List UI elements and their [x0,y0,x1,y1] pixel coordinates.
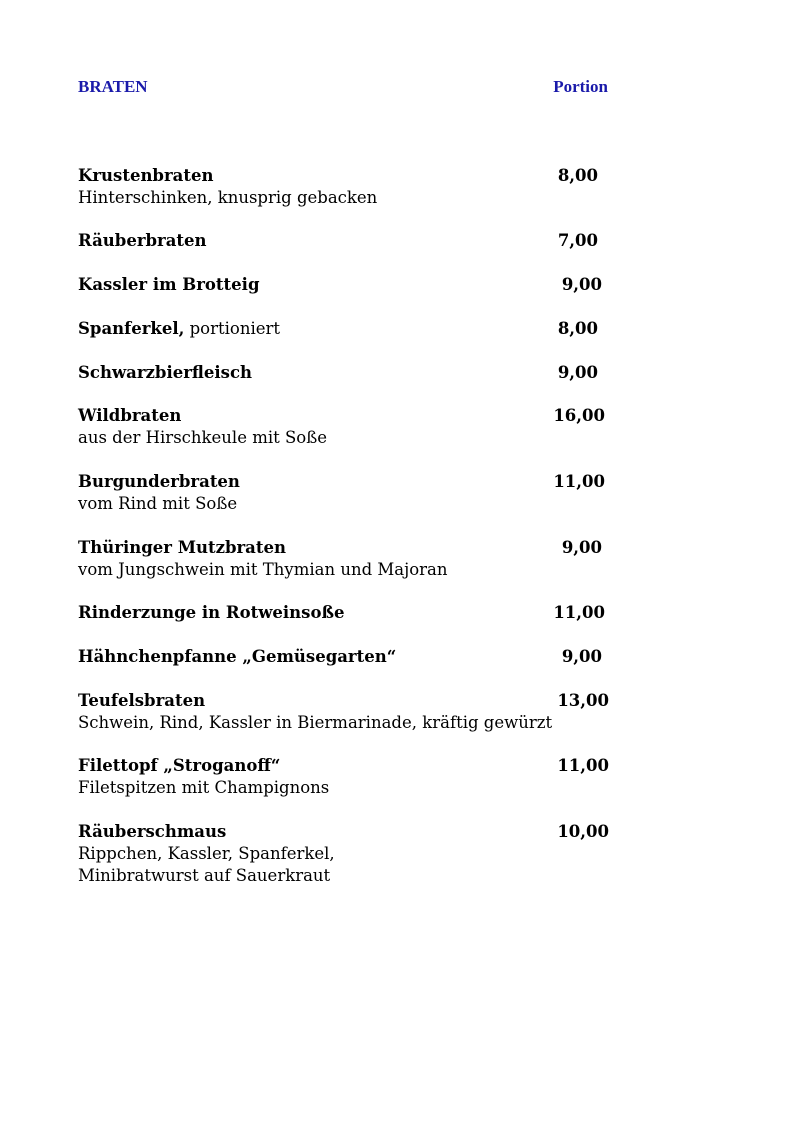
menu-item [78,274,618,296]
menu-item-price: 11,00 [557,756,609,775]
menu-item [78,537,618,581]
menu-item-name: Spanferkel, [78,319,185,338]
menu-item-name: Burgunderbraten [78,472,240,491]
menu-item-price: 9,00 [561,275,602,294]
menu-item-name-line [78,165,618,187]
menu-item-name-line [78,602,618,624]
menu-item-description: aus der Hirschkeule mit Soße [78,428,328,447]
menu-item-description: Hinterschinken, knusprig gebacken [78,188,378,207]
menu-item-name-line [78,274,618,296]
menu-item-name-line [78,362,618,384]
menu-item-name: Krustenbraten [78,166,214,185]
menu-item-price: 9,00 [561,647,602,666]
menu-item [78,646,618,668]
menu-item-description: Rippchen, Kassler, Spanferkel, [78,844,335,863]
menu-item-name: Thüringer Mutzbraten [78,538,286,557]
menu-item-name-line [78,471,618,493]
menu-item-name-line [78,318,618,340]
section-title: BRATEN [78,77,148,96]
menu-item-name-line [78,537,618,559]
menu-item-price: 16,00 [553,406,605,425]
menu-item-price: 9,00 [561,538,602,557]
menu-item [78,821,618,887]
menu-header [78,77,608,99]
menu-item-description: vom Rind mit Soße [78,494,238,513]
menu-item [78,405,618,449]
menu-item [78,690,618,734]
menu-item [78,602,618,624]
menu-item-price: 9,00 [557,363,598,382]
menu-item-description: Schwein, Rind, Kassler in Biermarinade, kräftig gewürzt [78,713,553,732]
menu-item-name: Teufelsbraten [78,691,206,710]
menu-item [78,230,618,252]
menu-item-name-line [78,230,618,252]
menu-item-name: Kassler im Brotteig [78,275,260,294]
menu-item [78,755,618,799]
menu-item-description: Minibratwurst auf Sauerkraut [78,866,331,885]
menu-item [78,318,618,340]
menu-item-name-line [78,405,618,427]
menu-item [78,471,618,515]
portion-column-label: Portion [553,77,608,96]
menu-item-description: vom Jungschwein mit Thymian und Majoran [78,560,448,579]
menu-item-name: Räuberbraten [78,231,207,250]
menu-item-name: Wildbraten [78,406,182,425]
menu-item [78,362,618,384]
menu-item-name: Rinderzunge in Rotweinsoße [78,603,345,622]
menu-item [78,165,618,209]
menu-item-price: 10,00 [557,822,609,841]
menu-item-name: Schwarzbierfleisch [78,363,253,382]
menu-item-price: 8,00 [557,166,598,185]
menu-item-price: 7,00 [557,231,598,250]
menu-item-description: Filetspitzen mit Champignons [78,778,330,797]
menu-item-price: 11,00 [553,603,605,622]
menu-item-name: Filettopf „Stroganoff“ [78,756,281,775]
menu-item-name-suffix: portioniert [184,319,281,338]
menu-item-price: 8,00 [557,319,598,338]
menu-item-name: Räuberschmaus [78,822,227,841]
menu-item-price: 11,00 [553,472,605,491]
menu-item-name-line [78,821,618,843]
menu-item-name-line [78,646,618,668]
menu-item-name-line [78,755,618,777]
menu-item-price: 13,00 [557,691,609,710]
menu-item-name-line [78,690,618,712]
menu-item-name: Hähnchenpfanne „Gemüsegarten“ [78,647,397,666]
